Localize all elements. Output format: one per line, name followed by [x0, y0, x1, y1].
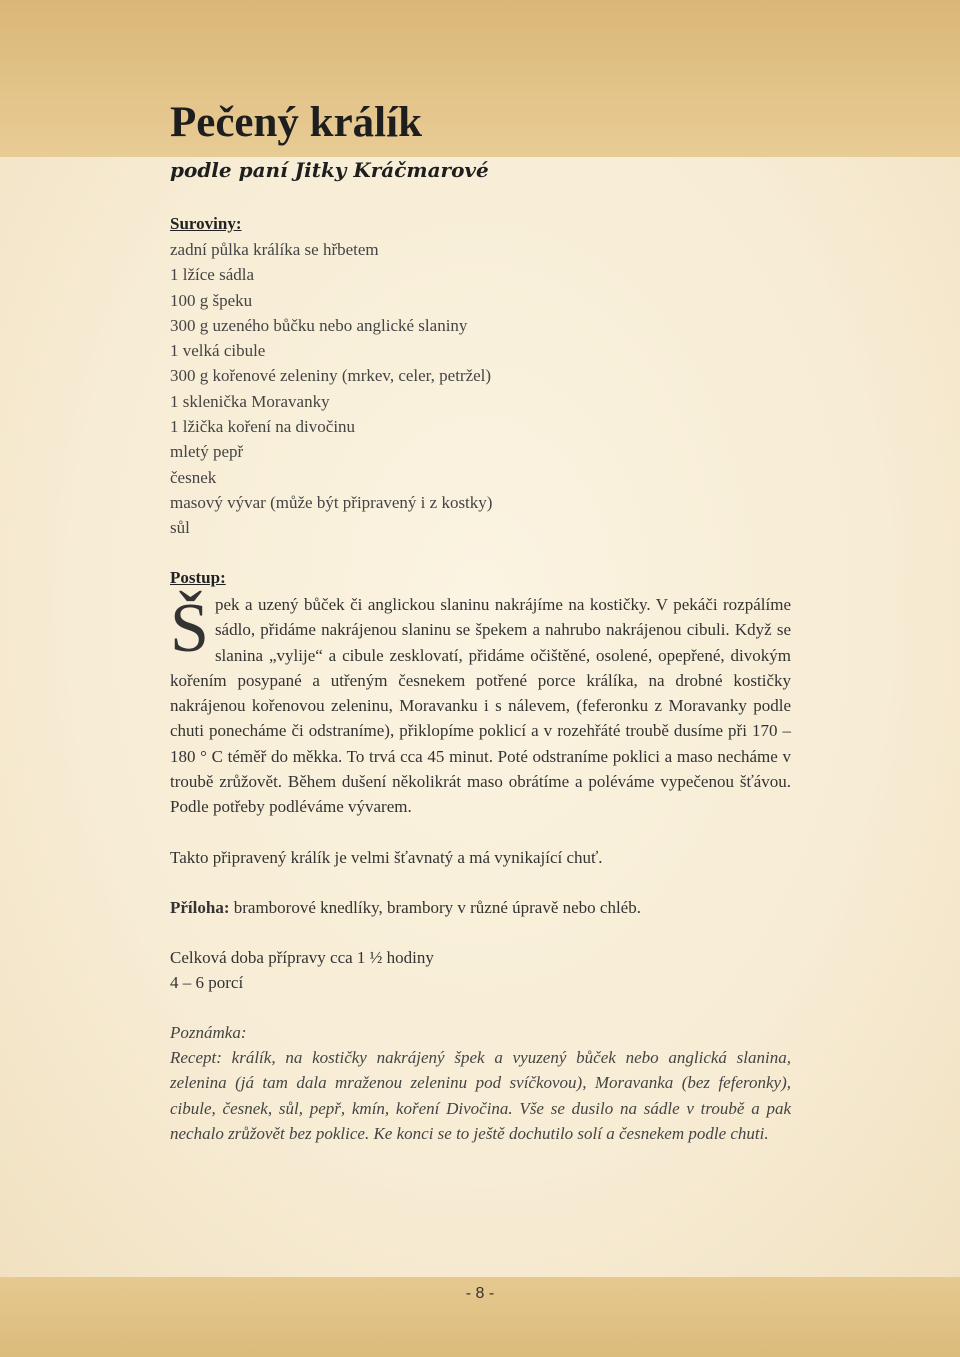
ingredient-item: mletý pepř [170, 442, 244, 462]
method-paragraph [170, 592, 791, 820]
page-number: - 8 - [465, 1285, 495, 1302]
ingredient-item: 1 lžíce sádla [170, 265, 255, 285]
recipe-title: Pečený králík [170, 99, 422, 146]
ingredient-item: 300 g uzeného bůčku nebo anglické slaniny [170, 315, 468, 335]
ingredients-list [170, 237, 492, 541]
ingredient-item: sůl [170, 518, 190, 538]
recipe-subtitle: podle paní Jitky Kráčmarové [170, 158, 489, 182]
ingredient-item: 300 g kořenové zeleniny (mrkev, celer, petržel) [170, 366, 492, 386]
note-label: Poznámka: [170, 1023, 247, 1042]
header-band [0, 0, 960, 157]
method-dropcap: Š [170, 590, 209, 667]
ingredient-item: česnek [170, 467, 217, 487]
ingredient-item: masový vývar (může být připravený i z kostky) [170, 492, 493, 512]
ingredient-item: zadní půlka králíka se hřbetem [170, 240, 379, 259]
ingredient-item: 100 g špeku [170, 290, 253, 310]
side-dish-line [170, 895, 641, 920]
method-text: pek a uzený bůček či anglickou slaninu nakrájíme na kostičky. V pekáči rozpálíme sádlo, přidáme nakrájenou slaninu se špekem a nahrubo nakrájenou cibuli. Když se slanina „vylije“ a cibule zesklovatí, přidáme očištěné, osolené, opepřené, divokým kořením posypané a utřeným česnekem potřené porce králíka, na drobné kostičky nakrájenou kořenovou zeleninu, Moravanku i s nálevem, (feferonku z Moravanky podle chuti ponecháme či odstraníme), přiklopíme poklicí a v rozehřáté troubě dusíme při 170 – 180 ° C téměř do měkka. To trvá cca 45 minut. Poté odstraníme poklici a maso necháme v troubě zrůžovět. Během dušení několikrát maso obrátíme a poléváme vypečenou šťávou. Podle potřeby podléváme vývarem. [170, 595, 791, 817]
note-text: Recept: králík, na kostičky nakrájený špek a vyuzený bůček nebo anglická slanina, zelenina (já tam dala mraženou zeleninu pod svíčkovou), Moravanka (bez feferonky), cibule, česnek, sůl, pepř, kmín, koření Divočina. Vše se dusilo na sádle v troubě a pak nechalo zrůžovět bez poklice. Ke konci se to ještě dochutilo solí a česnekem podle chuti. [170, 1048, 791, 1143]
total-time: Celková doba přípravy cca 1 ½ hodiny [170, 948, 434, 967]
ingredient-item: 1 sklenička Moravanky [170, 391, 330, 411]
ingredient-item: 1 velká cibule [170, 341, 266, 361]
ingredient-item: 1 lžička koření na divočinu [170, 417, 356, 437]
ingredients-heading: Suroviny: [170, 214, 242, 233]
side-dish-label: Příloha: [170, 898, 230, 917]
method-heading: Postup: [170, 568, 226, 587]
servings: 4 – 6 porcí [170, 973, 244, 992]
method-final-line: Takto připravený králík je velmi šťavnatý a má vynikající chuť. [170, 848, 603, 867]
side-dish-text: bramborové knedlíky, brambory v různé úpravě nebo chléb. [229, 898, 641, 917]
